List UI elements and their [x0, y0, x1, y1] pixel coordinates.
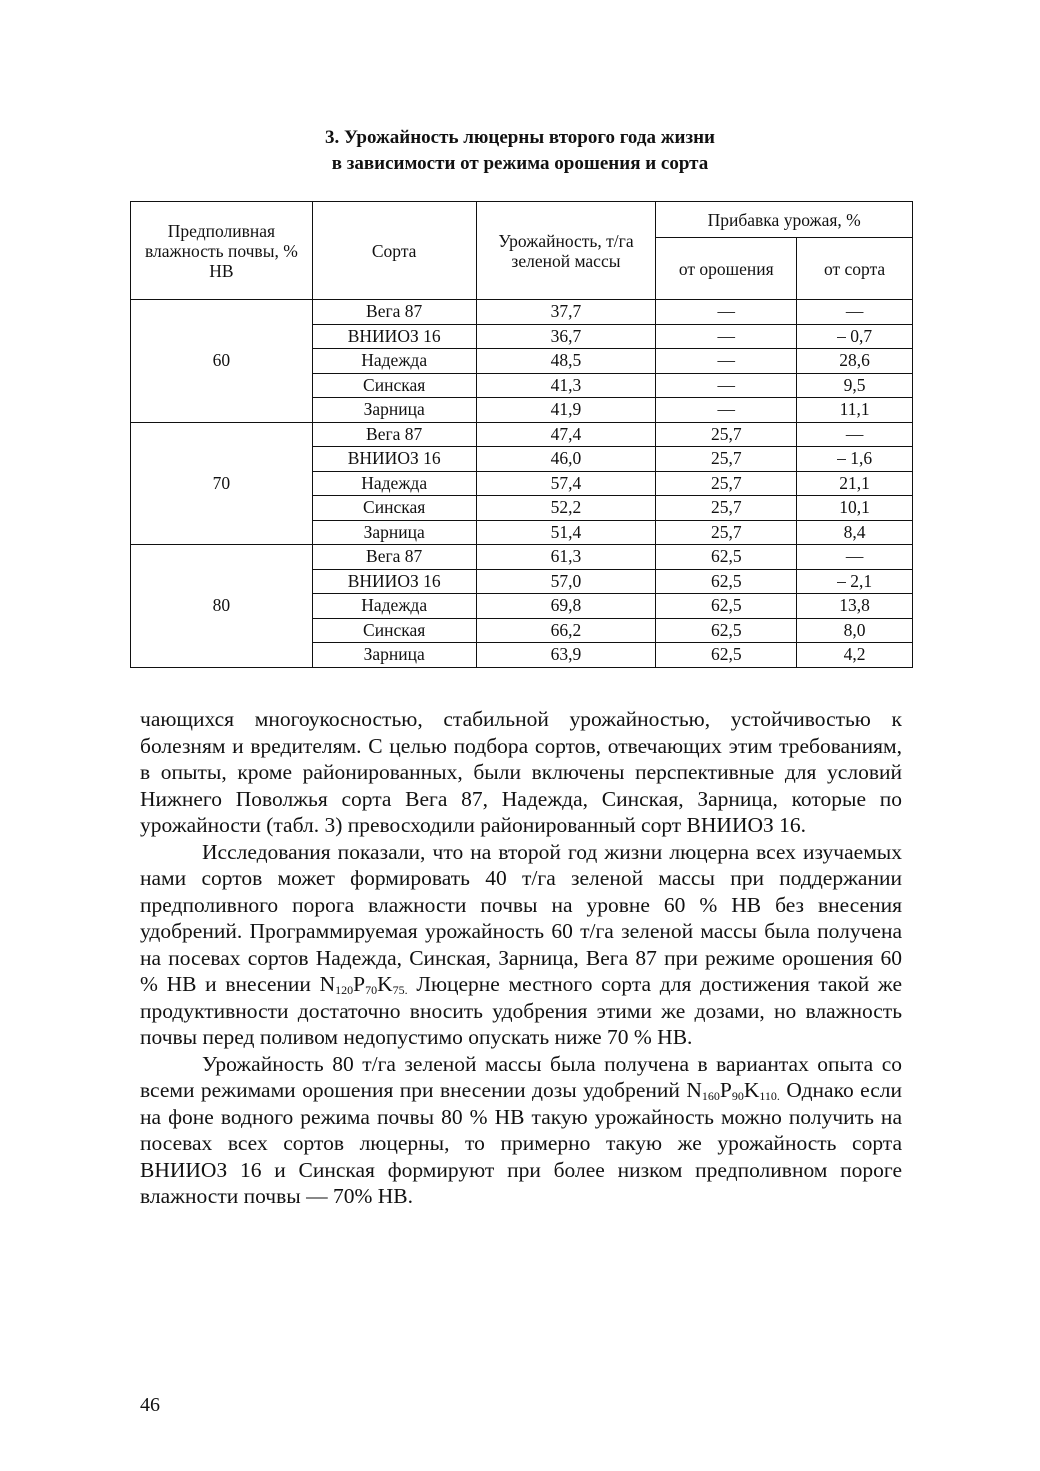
variety-increase-cell: 8,4 [797, 520, 913, 545]
irrigation-increase-cell: 62,5 [656, 594, 797, 619]
variety-increase-cell: 10,1 [797, 496, 913, 521]
paragraph-3 [140, 1051, 902, 1210]
variety-cell: Надежда [312, 594, 476, 619]
irrigation-increase-cell: 62,5 [656, 569, 797, 594]
table-caption [0, 125, 1040, 177]
yield-cell: 52,2 [476, 496, 656, 521]
table-row [131, 545, 913, 570]
yield-cell: 61,3 [476, 545, 656, 570]
irrigation-increase-cell: 25,7 [656, 422, 797, 447]
yield-cell: 57,0 [476, 569, 656, 594]
yield-cell: 48,5 [476, 349, 656, 374]
humidity-cell: 80 [131, 545, 313, 668]
variety-cell: Вега 87 [312, 545, 476, 570]
caption-line-1: 3. Урожайность люцерны второго года жизни [325, 127, 715, 148]
yield-cell: 66,2 [476, 618, 656, 643]
header-from-irrigation: от орошения [656, 238, 797, 300]
variety-cell: Вега 87 [312, 300, 476, 325]
irrigation-increase-cell: 62,5 [656, 545, 797, 570]
irrigation-increase-cell: 25,7 [656, 496, 797, 521]
paragraph-2 [140, 839, 902, 1051]
variety-cell: Надежда [312, 471, 476, 496]
variety-increase-cell: 13,8 [797, 594, 913, 619]
variety-increase-cell: 21,1 [797, 471, 913, 496]
yield-cell: 51,4 [476, 520, 656, 545]
irrigation-increase-cell: 25,7 [656, 447, 797, 472]
yield-cell: 46,0 [476, 447, 656, 472]
irrigation-increase-cell: 25,7 [656, 520, 797, 545]
variety-cell: ВНИИОЗ 16 [312, 447, 476, 472]
variety-cell: Зарница [312, 398, 476, 423]
variety-cell: Зарница [312, 643, 476, 668]
header-variety: Сорта [312, 202, 476, 300]
yield-cell: 57,4 [476, 471, 656, 496]
variety-cell: Вега 87 [312, 422, 476, 447]
irrigation-increase-cell: — [656, 373, 797, 398]
variety-cell: Надежда [312, 349, 476, 374]
variety-cell: Синская [312, 496, 476, 521]
irrigation-increase-cell: — [656, 324, 797, 349]
yield-cell: 41,9 [476, 398, 656, 423]
header-from-variety: от сорта [797, 238, 913, 300]
yield-cell: 41,3 [476, 373, 656, 398]
variety-increase-cell: — [797, 300, 913, 325]
yield-cell: 47,4 [476, 422, 656, 447]
yield-cell: 37,7 [476, 300, 656, 325]
irrigation-increase-cell: — [656, 398, 797, 423]
paragraph-2-part-b: Люцерне местного сорта для достижения такой же продуктивности достаточно вносить удобрения этими же дозами, но влажность почвы перед поливом недопустимо опускать ниже 70 % НВ. [140, 972, 903, 1049]
humidity-cell: 70 [131, 422, 313, 545]
variety-increase-cell: 9,5 [797, 373, 913, 398]
yield-cell: 36,7 [476, 324, 656, 349]
humidity-cell: 60 [131, 300, 313, 423]
paragraph-3-part-b: Однако если на фоне водного режима почвы 80 % НВ такую урожайность можно получить на посевах всех сортов люцерны, то примерно такую же урожайность сорта ВНИИОЗ 16 и Синская формируют при более низком предполивном пороге влажности почвы — 70% НВ. [140, 1078, 902, 1208]
page-number: 46 [140, 1394, 160, 1416]
irrigation-increase-cell: — [656, 300, 797, 325]
variety-cell: ВНИИОЗ 16 [312, 324, 476, 349]
header-humidity: Предполивная влажность почвы, % НВ [131, 202, 313, 300]
paragraph-1: чающихся многоукосностью, стабильной урожайностью, устойчивостью к болезням и вредителям. С целью подбора сортов, отвечающих этим требованиям, в опыты, кроме районированных, были включены перспективные для условий Нижнего Поволжья сорта Вега 87, Надежда, Синская, Зарница, которые по урожайности (табл. 3) превосходили районированный сорт ВНИИОЗ 16. [140, 707, 902, 837]
irrigation-increase-cell: 62,5 [656, 618, 797, 643]
variety-increase-cell: – 1,6 [797, 447, 913, 472]
variety-increase-cell: 4,2 [797, 643, 913, 668]
irrigation-increase-cell: 62,5 [656, 643, 797, 668]
variety-cell: Синская [312, 618, 476, 643]
table-row [131, 300, 913, 325]
header-increase: Прибавка урожая, % [656, 202, 913, 238]
irrigation-increase-cell: 25,7 [656, 471, 797, 496]
variety-increase-cell: — [797, 545, 913, 570]
yield-table-body [131, 300, 913, 668]
yield-table [130, 201, 913, 668]
body-text [140, 706, 902, 1210]
paragraph-2-part-a: Исследования показали, что на второй год жизни люцерна всех изучаемых нами сортов может формировать 40 т/га зеленой массы при поддержании предполивного порога влажности почвы на уровне 60 % НВ без внесения удобрений. Программируемая урожайность 60 т/га зеленой массы была получена на посевах сортов Надежда, Синская, Зарница, Вега 87 при режиме орошения 60 % НВ и внесении [140, 839, 902, 996]
variety-cell: Зарница [312, 520, 476, 545]
fertilizer-dose-1: $N_{120}P_{70}K_{75.}$ [319, 972, 408, 997]
variety-increase-cell: 28,6 [797, 349, 913, 374]
yield-cell: 69,8 [476, 594, 656, 619]
variety-cell: ВНИИОЗ 16 [312, 569, 476, 594]
fertilizer-dose-2: $N_{160}P_{90}K_{110.}$ [686, 1078, 780, 1103]
table-row [131, 422, 913, 447]
header-yield: Урожайность, т/га зеленой массы [476, 202, 656, 300]
variety-increase-cell: — [797, 422, 913, 447]
variety-increase-cell: 8,0 [797, 618, 913, 643]
variety-increase-cell: – 2,1 [797, 569, 913, 594]
irrigation-increase-cell: — [656, 349, 797, 374]
caption-line-2: в зависимости от режима орошения и сорта [331, 153, 709, 174]
variety-increase-cell: 11,1 [797, 398, 913, 423]
variety-increase-cell: – 0,7 [797, 324, 913, 349]
yield-cell: 63,9 [476, 643, 656, 668]
variety-cell: Синская [312, 373, 476, 398]
paragraph-3-part-a: Урожайность 80 т/га зеленой массы была получена в вариантах опыта со всеми режимами орошения при внесении дозы удобрений [140, 1051, 902, 1102]
